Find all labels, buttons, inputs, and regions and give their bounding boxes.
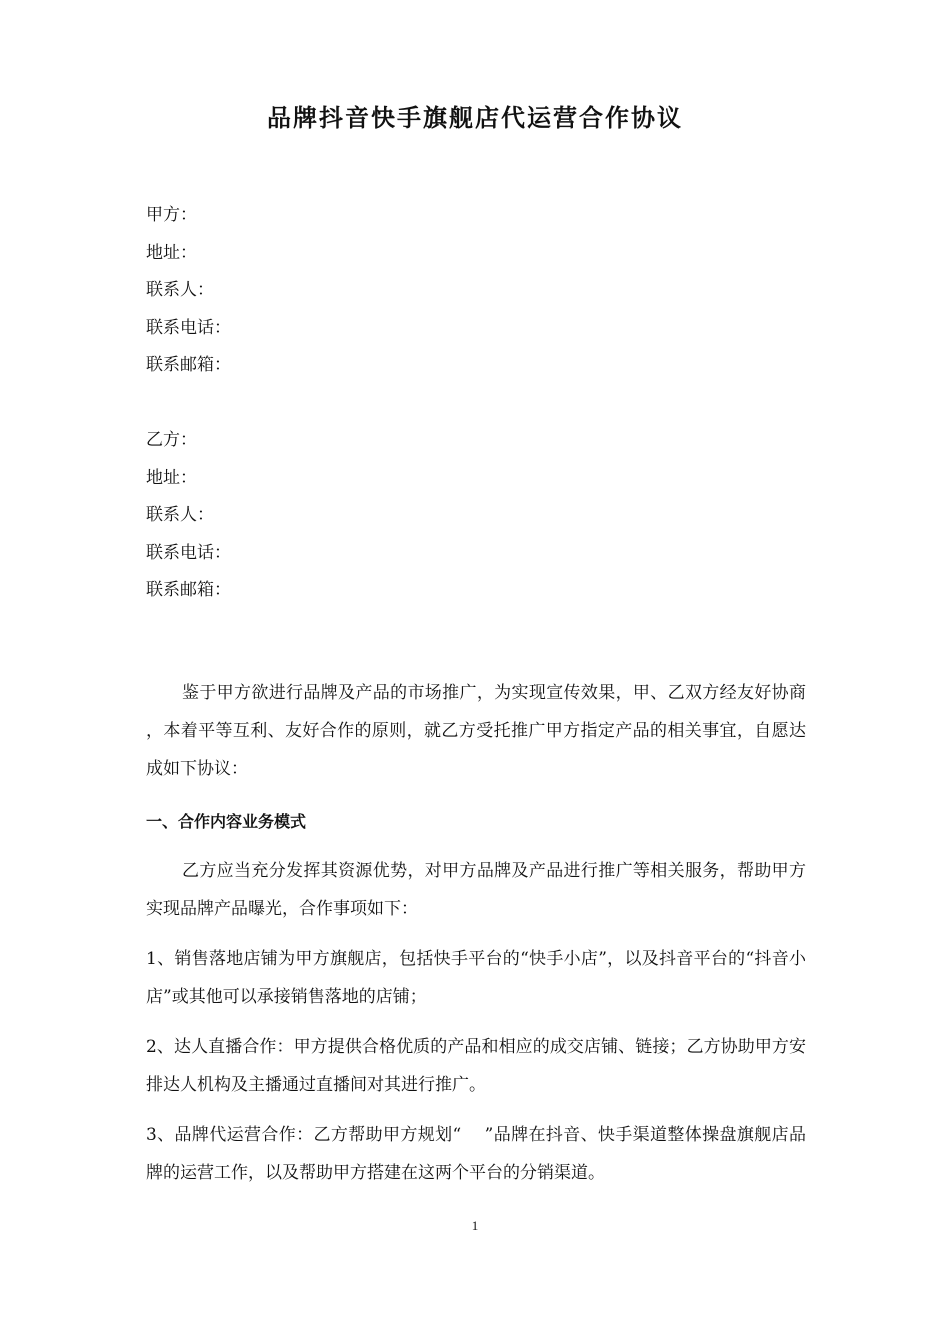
party-b-email: 联系邮箱： bbox=[146, 580, 231, 600]
party-a-email: 联系邮箱： bbox=[146, 355, 231, 375]
party-a-address: 地址： bbox=[146, 242, 197, 263]
party-a-contact: 联系人： bbox=[146, 280, 214, 300]
party-a-label: 甲方： bbox=[146, 205, 197, 225]
page-number: 1 bbox=[471, 1218, 479, 1233]
party-b-phone: 联系电话： bbox=[146, 542, 231, 563]
party-a-phone: 联系电话： bbox=[146, 317, 231, 338]
intro-paragraph: 鉴于甲方欲进行品牌及产品的市场推广，为实现宣传效果，甲、乙双方经友好协商 ，本着平等互利、友好合作的原则，就乙方受托推广甲方指定产品的相关事宜，自愿达成如下协议： bbox=[146, 683, 806, 779]
party-b-contact: 联系人： bbox=[146, 505, 214, 525]
party-a-info bbox=[146, 197, 231, 385]
section-lead-paragraph: 乙方应当充分发挥其资源优势，对甲方品牌及产品进行推广等相关服务，帮助甲方实现品牌产品曝光，合作事项如下： bbox=[146, 861, 806, 919]
clause-item-2: 2、达人直播合作：甲方提供合格优质的产品和相应的成交店铺、链接；乙方协助甲方安排达人机构及主播通过直播间对其进行推广。 bbox=[146, 1037, 806, 1095]
party-b-label: 乙方： bbox=[146, 430, 197, 450]
party-b-address: 地址： bbox=[146, 467, 197, 488]
clause-item-1: 1、销售落地店铺为甲方旗舰店，包括快手平台的“快手小店”，以及抖音平台的“抖音小店”或其他可以承接销售落地的店铺； bbox=[146, 949, 806, 1007]
document-title: 品牌抖音快手旗舰店代运营合作协议 bbox=[267, 104, 683, 132]
section-heading: 一、合作内容业务模式 bbox=[146, 812, 307, 831]
party-b-info bbox=[146, 422, 231, 610]
clause-item-3: 3、品牌代运营合作：乙方帮助甲方规划“ ”品牌在抖音、快手渠道整体操盘旗舰店品牌的运营工作，以及帮助甲方搭建在这两个平台的分销渠道。 bbox=[146, 1125, 806, 1183]
